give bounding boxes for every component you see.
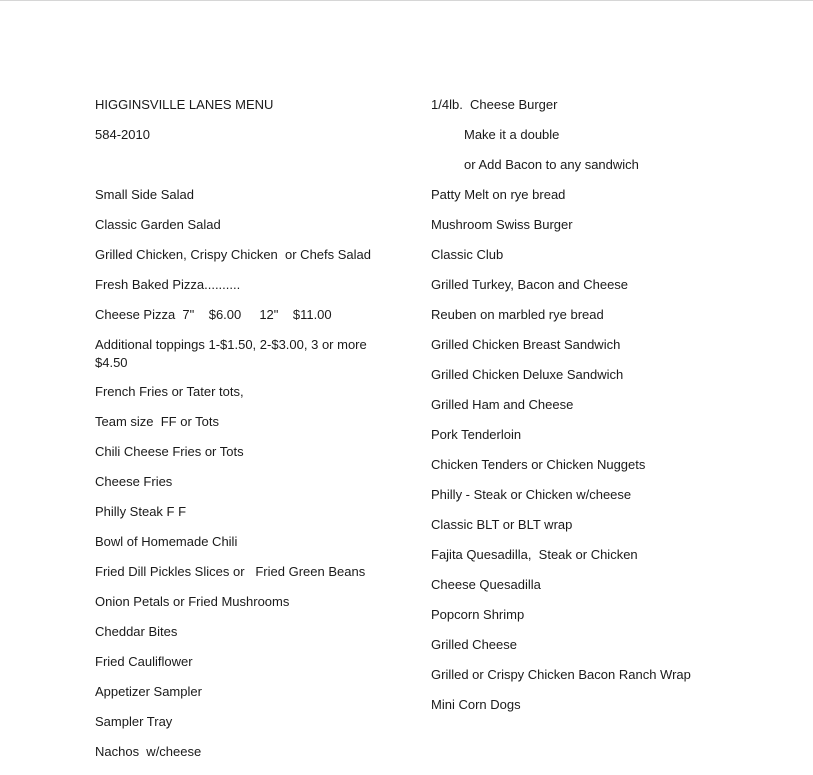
menu-item: Popcorn Shrimp <box>431 607 525 622</box>
menu-right-column <box>431 96 771 726</box>
menu-item: Grilled Chicken, Crispy Chicken or Chefs Salad <box>95 247 371 262</box>
menu-item: Cheese Fries <box>95 474 173 489</box>
menu-item: Philly - Steak or Chicken w/cheese <box>431 487 632 502</box>
menu-item: Classic BLT or BLT wrap <box>431 517 573 532</box>
menu-spacer <box>95 156 395 186</box>
menu-item: Philly Steak F F <box>95 504 187 519</box>
menu-item: Appetizer Sampler <box>95 684 202 699</box>
menu-phone-number: 584-2010 <box>95 127 150 142</box>
menu-item: Grilled Chicken Deluxe Sandwich <box>431 367 624 382</box>
menu-item-option: or Add Bacon to any sandwich <box>464 157 639 172</box>
menu-item: Nachos w/cheese <box>95 744 202 759</box>
menu-item: Cheese Pizza 7" $6.00 12" $11.00 <box>95 307 332 322</box>
menu-item: French Fries or Tater tots, <box>95 384 244 399</box>
menu-item-option: Make it a double <box>464 127 560 142</box>
menu-left-column <box>95 96 395 773</box>
menu-item: Mini Corn Dogs <box>431 697 521 712</box>
menu-item: Fried Dill Pickles Slices or Fried Green Beans <box>95 564 366 579</box>
menu-item: Team size FF or Tots <box>95 414 220 429</box>
menu-item: Pork Tenderloin <box>431 427 522 442</box>
menu-item: Fried Cauliflower <box>95 654 193 669</box>
menu-item: Classic Club <box>431 247 504 262</box>
menu-item: Fajita Quesadilla, Steak or Chicken <box>431 547 638 562</box>
menu-item: Grilled or Crispy Chicken Bacon Ranch Wrap <box>431 667 691 682</box>
menu-item: Fresh Baked Pizza.......... <box>95 277 241 292</box>
menu-item: Onion Petals or Fried Mushrooms <box>95 594 290 609</box>
menu-item: Grilled Chicken Breast Sandwich <box>431 337 621 352</box>
menu-item: Grilled Turkey, Bacon and Cheese <box>431 277 629 292</box>
menu-item: Additional toppings 1-$1.50, 2-$3.00, 3 or more $4.50 <box>95 337 367 370</box>
menu-item: Small Side Salad <box>95 187 194 202</box>
menu-item: Patty Melt on rye bread <box>431 187 566 202</box>
menu-item: Chicken Tenders or Chicken Nuggets <box>431 457 646 472</box>
menu-item: Sampler Tray <box>95 714 173 729</box>
menu-item: 1/4lb. Cheese Burger <box>431 97 558 112</box>
menu-item: Classic Garden Salad <box>95 217 221 232</box>
menu-item: Cheddar Bites <box>95 624 178 639</box>
menu-item: Bowl of Homemade Chili <box>95 534 238 549</box>
menu-item: Reuben on marbled rye bread <box>431 307 604 322</box>
menu-item: Grilled Cheese <box>431 637 517 652</box>
menu-item: Grilled Ham and Cheese <box>431 397 574 412</box>
menu-item: Cheese Quesadilla <box>431 577 541 592</box>
menu-item: Mushroom Swiss Burger <box>431 217 573 232</box>
menu-item: Chili Cheese Fries or Tots <box>95 444 244 459</box>
menu-title: HIGGINSVILLE LANES MENU <box>95 97 274 112</box>
